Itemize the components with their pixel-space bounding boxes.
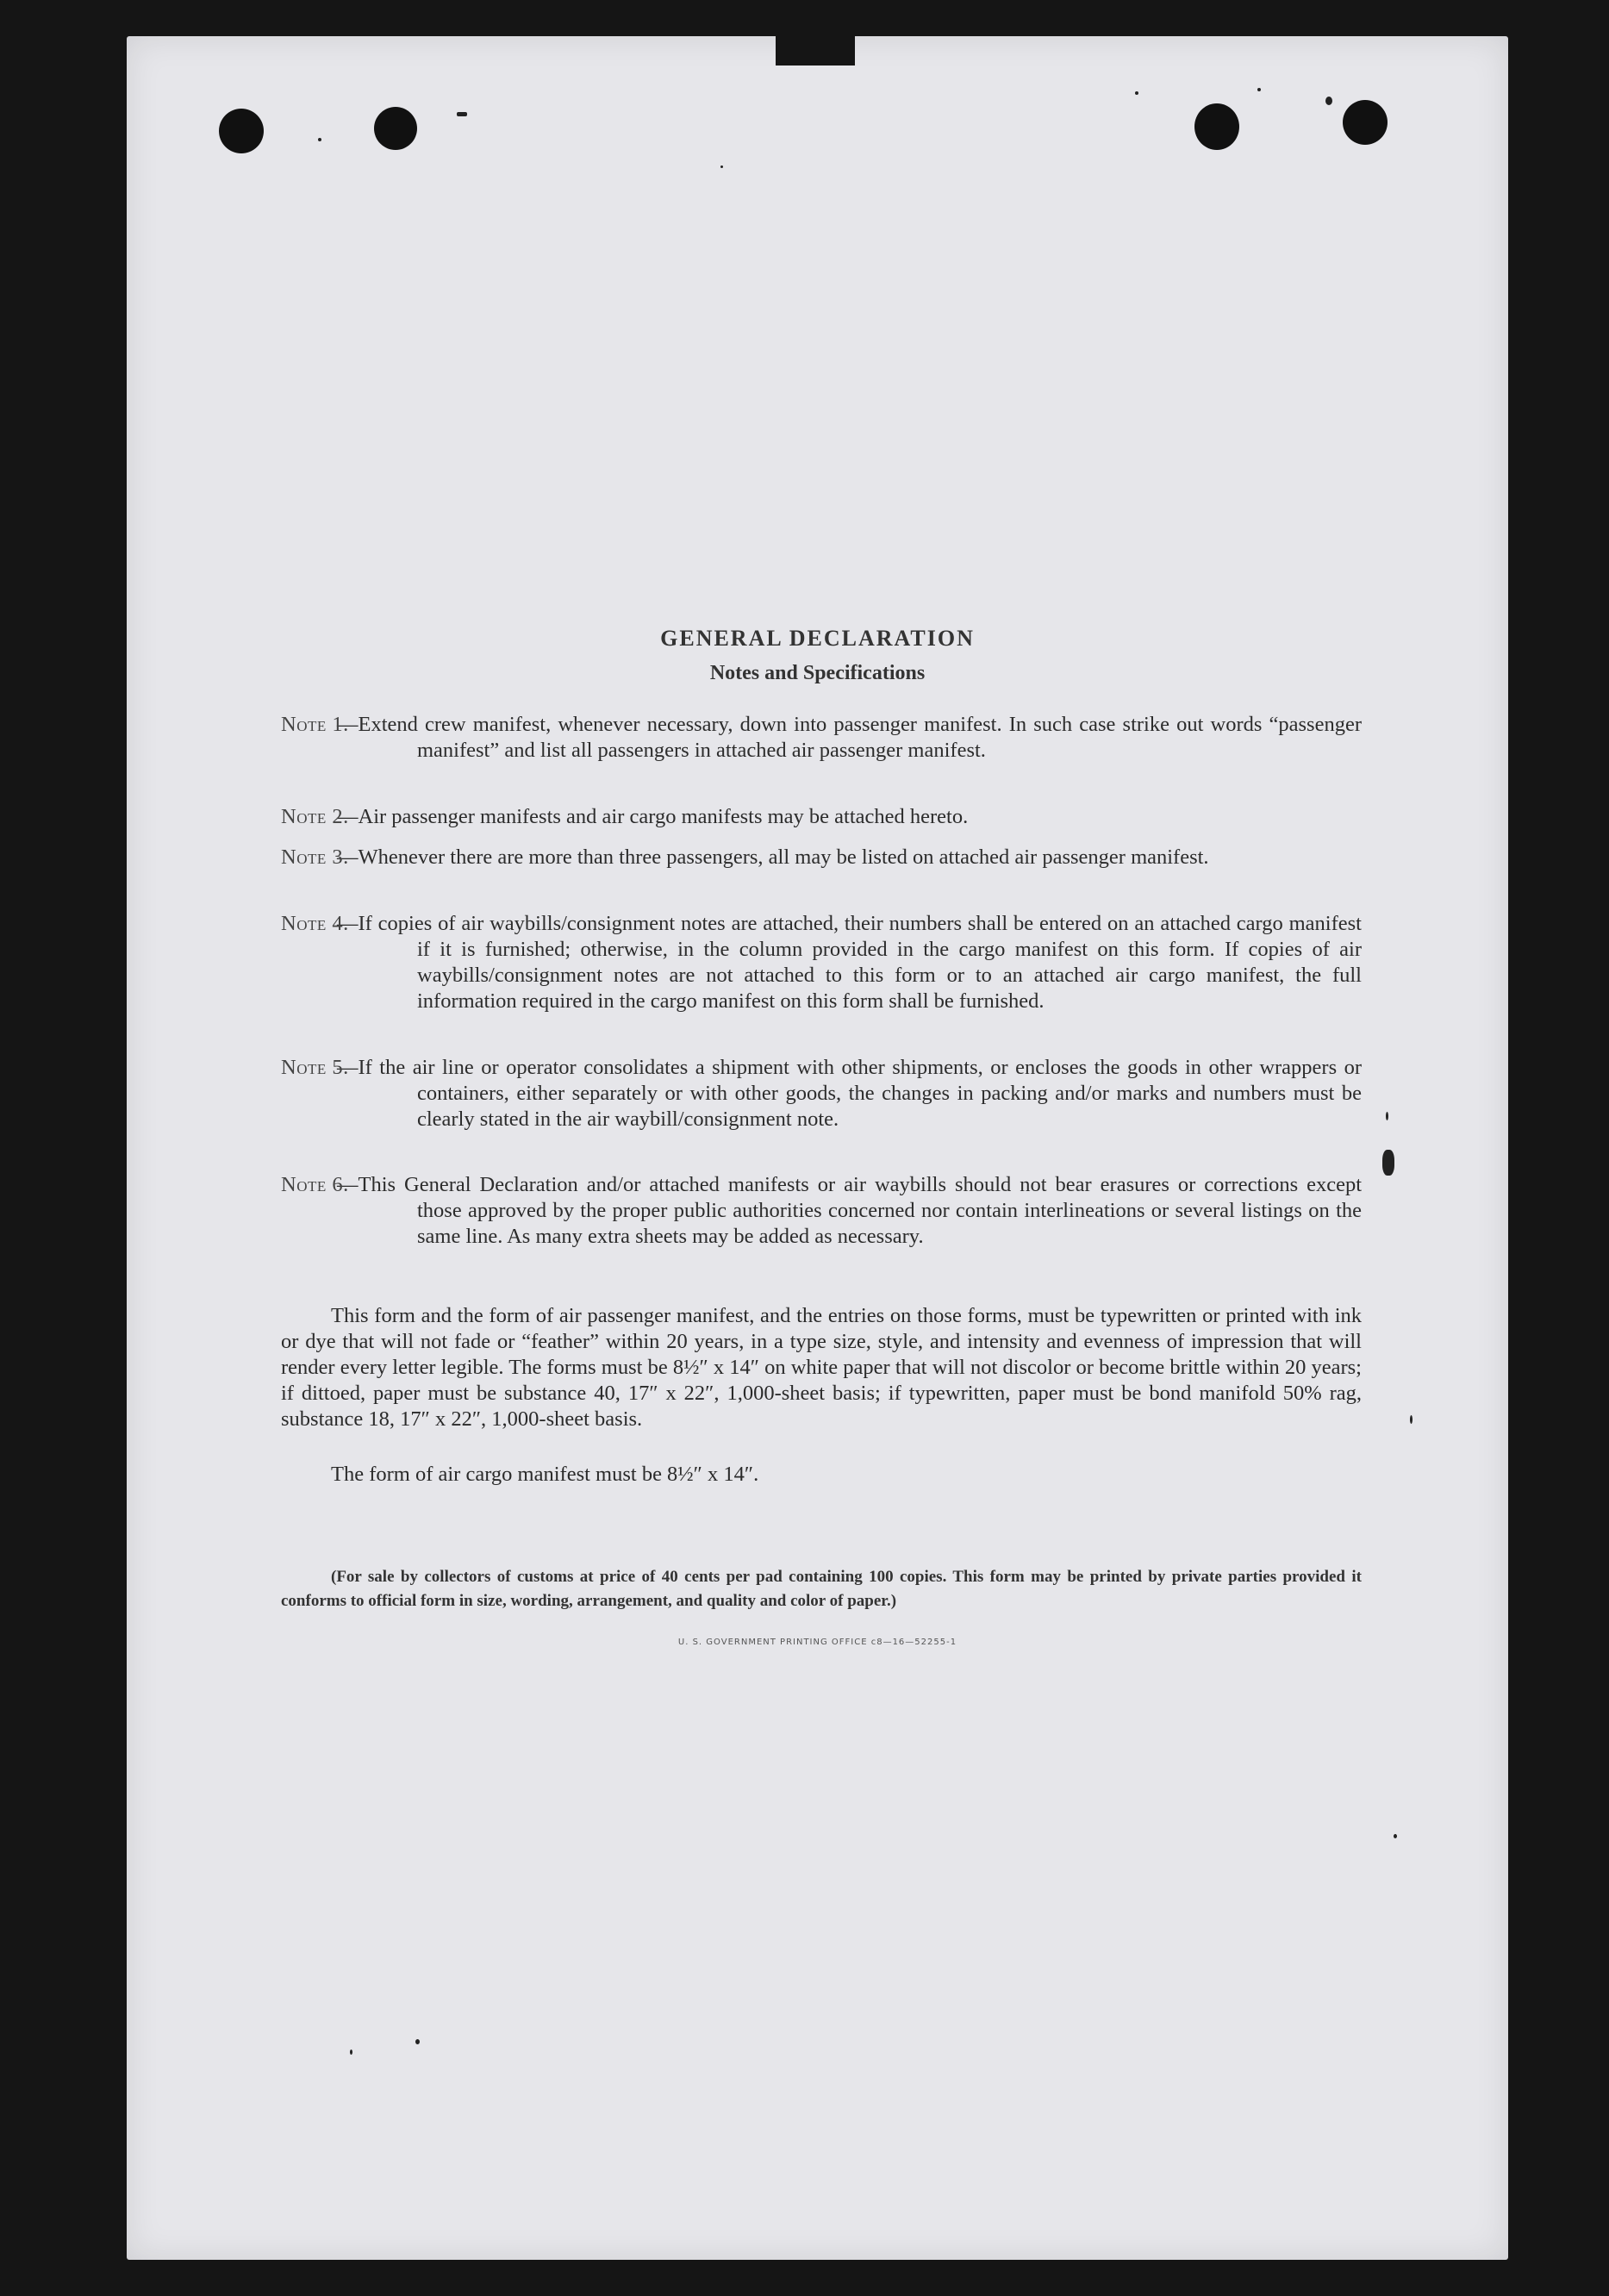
- speck: [1410, 1415, 1413, 1424]
- note-text: —If copies of air waybills/consignment notes are attached, their numbers shall be entered on an attached cargo manifest if it is furnished; otherwise, in the column provided in the cargo manifest on this form. If copies of air waybills/consignment notes are not attached to this form or to an attached air cargo manifest, the full information required in the cargo manifest on this form shall be furnished.: [337, 912, 1362, 1013]
- speck: [350, 2050, 352, 2055]
- note-text: —Air passenger manifests and air cargo manifests may be attached hereto.: [337, 805, 969, 828]
- punch-hole-right-2: [1343, 100, 1388, 145]
- note-5: [281, 1055, 1362, 1132]
- note-label: Note 5.: [281, 1056, 349, 1079]
- cargo-size-paragraph: The form of air cargo manifest must be 8½″ x 14″.: [331, 1463, 759, 1486]
- note-6: [281, 1172, 1362, 1250]
- note-4: [281, 911, 1362, 1014]
- speck: [1257, 88, 1261, 91]
- note-label: Note 6.: [281, 1173, 349, 1196]
- speck: [1386, 1112, 1388, 1120]
- note-1: [281, 712, 1362, 764]
- page-title: GENERAL DECLARATION: [660, 626, 975, 651]
- punch-hole-left-2: [374, 107, 417, 150]
- note-label: Note 2.: [281, 805, 349, 828]
- specification-paragraph: This form and the form of air passenger manifest, and the entries on those forms, must be typewritten or printed with ink or dye that will not fade or “feather” within 20 years, in a type size, style, and intensity and evenness of impression that will render every letter legible. The forms must be 8½″ x 14″ on white paper that will not discolor or become brittle within 20 years; if dittoed, paper must be substance 40, 17″ x 22″, 1,000-sheet basis; if typewritten, paper must be bond manifold 50% rag, substance 18, 17″ x 22″, 1,000-sheet basis.: [281, 1304, 1362, 1431]
- speck: [457, 112, 467, 116]
- note-label: Note 3.: [281, 845, 349, 869]
- note-label: Note 1.: [281, 713, 349, 736]
- punch-hole-right-1: [1194, 103, 1239, 150]
- speck: [1382, 1150, 1394, 1176]
- speck: [720, 165, 723, 168]
- paper-tab-notch: [776, 34, 855, 66]
- printer-imprint: U. S. GOVERNMENT PRINTING OFFICE c8—16—52255-1: [677, 1638, 957, 1647]
- note-text: —This General Declaration and/or attached manifests or air waybills should not bear erasures or corrections except those approved by the proper public authorities concerned nor contain interlineations or several listings on the same line. As many extra sheets may be added as necessary.: [337, 1173, 1362, 1248]
- speck: [1325, 97, 1332, 105]
- document-page: [127, 36, 1508, 2260]
- punch-hole-left-1: [219, 109, 264, 153]
- note-text: —Extend crew manifest, whenever necessary, down into passenger manifest. In such case strike out words “passenger manifest” and list all passengers in attached air passenger manifest.: [337, 713, 1362, 762]
- note-3: [281, 845, 1362, 870]
- speck: [1394, 1834, 1397, 1838]
- note-text: —If the air line or operator consolidates a shipment with other shipments, or encloses the goods in other wrappers or containers, either separately or with other goods, the changes in packing and/or marks and numbers must be clearly stated in the air waybill/consignment note.: [337, 1056, 1362, 1131]
- note-2: [281, 804, 1362, 830]
- sale-notice: (For sale by collectors of customs at price of 40 cents per pad containing 100 copies. This form may be printed by private parties provided it conforms to official form in size, wording, arrangement, and quality and color of paper.): [281, 1568, 1362, 1610]
- speck: [1135, 91, 1138, 95]
- note-text: —Whenever there are more than three passengers, all may be listed on attached air passenger manifest.: [337, 845, 1209, 869]
- page-subtitle: Notes and Specifications: [709, 662, 926, 684]
- note-label: Note 4.: [281, 912, 349, 935]
- speck: [415, 2039, 420, 2044]
- speck: [318, 138, 321, 141]
